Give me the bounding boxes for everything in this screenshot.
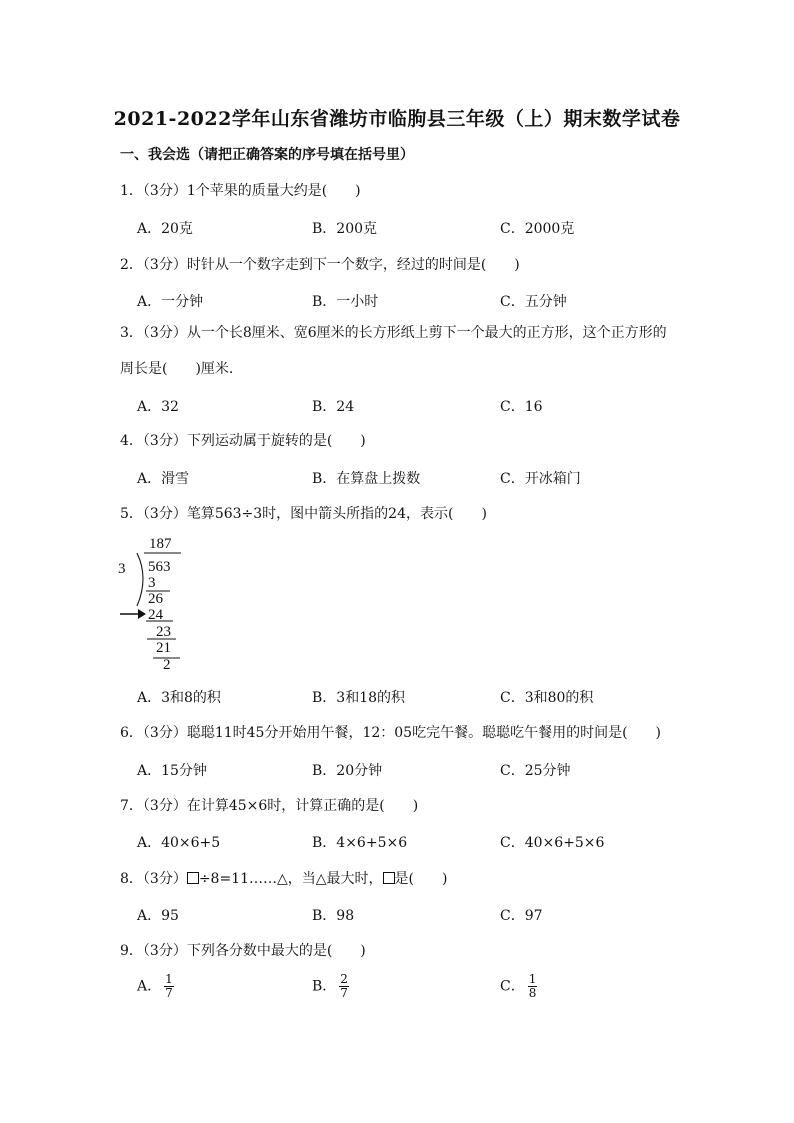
long-division-divisor: 3 [118,561,126,577]
long-division-quotient: 187 [149,536,172,552]
question-7-option-c: C．40×6+5×6 [500,835,605,851]
question-9-stem: 9．（3分）下列各分数中最大的是( ) [120,943,366,959]
question-8-stem-middle: ÷8=11……△，当△最大时， [198,871,383,887]
question-6-option-c: C．25分钟 [500,763,571,779]
question-2-stem: 2．（3分）时针从一个数字走到下一个数字，经过的时间是( ) [120,257,520,273]
question-8-option-b: B．98 [312,908,355,924]
fraction [339,973,349,1000]
question-7-option-a: A．40×6+5 [137,835,221,851]
fraction-denominator: 7 [165,986,173,1000]
question-6-option-a: A．15分钟 [137,763,207,779]
fraction-numerator: 2 [340,972,348,986]
question-1-stem: 1．（3分）1个苹果的质量大约是( ) [120,183,361,199]
fraction-numerator: 1 [165,972,173,986]
question-6-stem: 6．（3分）聪聪11时45分开始用午餐，12：05吃完午餐。聪聪吃午餐用的时间是( ) [120,725,661,741]
long-division-step-1: 3 [148,575,156,591]
long-division-step-4: 23 [156,624,171,640]
fraction [164,973,174,1000]
long-division-step-5: 21 [156,640,171,656]
fraction-denominator: 7 [340,986,348,1000]
question-5-option-c: C．3和80的积 [500,690,594,706]
option-label: C． [500,978,525,995]
long-division-step-2: 26 [148,591,163,607]
question-9-option-a [137,973,174,1000]
blank-box-icon [187,872,199,884]
question-4-option-a: A．滑雪 [137,471,190,487]
long-division-step-3: 24 [148,607,163,623]
long-division-lines-lower [146,637,186,661]
question-3-stem: 3．（3分）从一个长8厘米、宽6厘米的长方形纸上剪下一个最大的正方形，这个正方形的 [120,325,667,341]
question-4-stem: 4．（3分）下列运动属于旋转的是( ) [120,433,366,449]
question-8-stem-suffix: 是( ) [394,871,448,887]
question-2-option-a: A．一分钟 [137,294,204,310]
option-label: A． [137,978,162,995]
question-8-option-a: A．95 [137,908,179,924]
question-1-option-b: B．200克 [312,221,378,237]
question-8-stem-prefix: 8．（3分） [120,871,187,887]
question-7-option-b: B．4×6+5×6 [312,835,408,851]
section-heading: 一、我会选（请把正确答案的序号填在括号里） [120,147,414,163]
question-5-option-a: A．3和8的积 [137,690,221,706]
fraction-denominator: 8 [528,986,537,1000]
question-8-option-c: C．97 [500,908,543,924]
question-7-stem: 7．（3分）在计算45×6时，计算正确的是( ) [120,798,419,814]
question-5-option-b: B．3和18的积 [312,690,406,706]
question-9-option-b [312,973,349,1000]
option-label: B． [312,978,337,995]
long-division-dividend: 563 [148,559,171,575]
question-3-option-b: B．24 [312,399,355,415]
question-4-option-b: B．在算盘上拨数 [312,471,421,487]
question-6-option-b: B．20分钟 [312,763,383,779]
question-1-option-a: A．20克 [137,221,193,237]
question-8-stem [120,868,447,888]
question-2-option-b: B．一小时 [312,294,379,310]
question-3-option-a: A．32 [137,399,179,415]
page-title: 2021-2022学年山东省潍坊市临朐县三年级（上）期末数学试卷 [113,108,681,130]
question-3-stem-continued: 周长是( )厘米． [120,361,243,377]
question-1-option-c: C．2000克 [500,221,575,237]
question-4-option-c: C．开冰箱门 [500,471,581,487]
question-2-option-c: C．五分钟 [500,294,567,310]
question-9-option-c [500,973,537,1000]
fraction-numerator: 1 [528,972,537,986]
question-5-stem: 5．（3分）笔算563÷3时，图中箭头所指的24，表示( ) [120,506,487,522]
arrow-right-icon [119,607,147,621]
fraction [528,973,538,1000]
long-division-step-6: 2 [163,657,171,673]
blank-box-icon [383,872,395,884]
question-3-option-c: C．16 [500,399,543,415]
